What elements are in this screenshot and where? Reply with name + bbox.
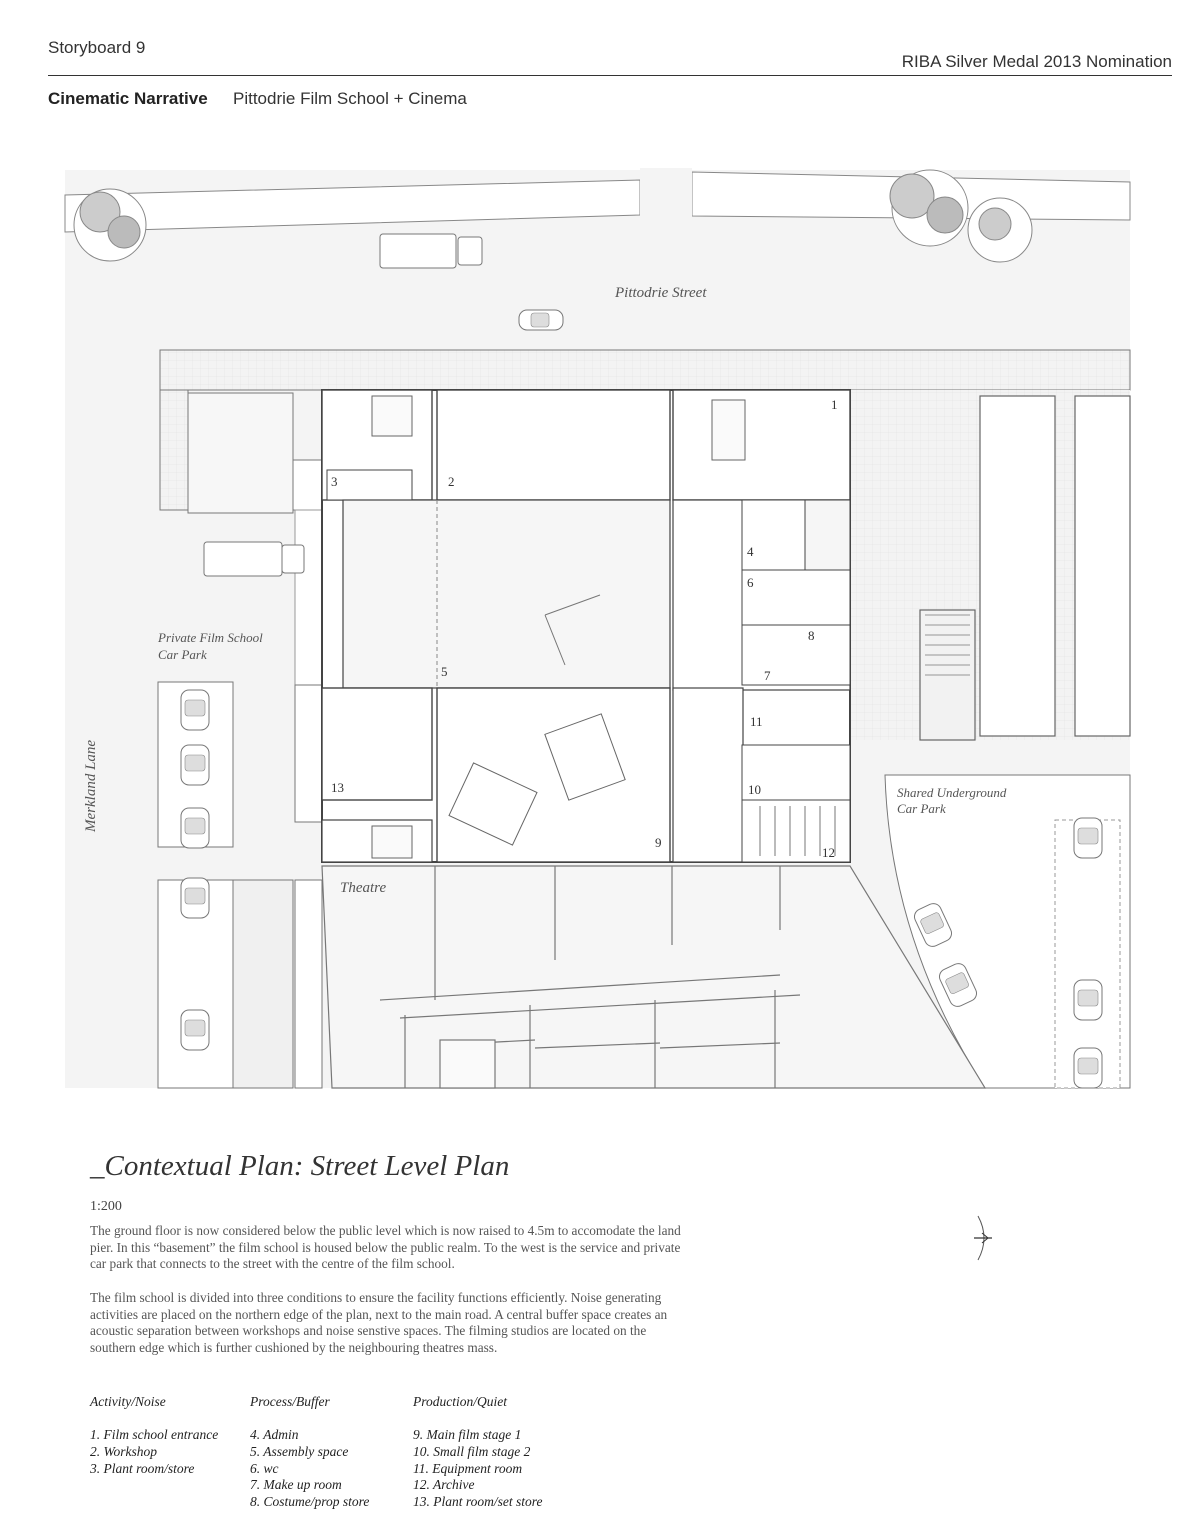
- shared-car-park-label: Car Park: [897, 801, 946, 816]
- room-number: 4: [747, 544, 754, 559]
- private-car-park-label: Car Park: [158, 647, 207, 662]
- film-school-building: [322, 390, 850, 862]
- legend-heading: Production/Quiet: [413, 1394, 507, 1409]
- legend-item: 8. Costume/prop store: [250, 1494, 370, 1510]
- legend-item: 9. Main film stage 1: [413, 1427, 522, 1442]
- room-number: 5: [441, 664, 448, 679]
- north-arrow-icon: [968, 1214, 998, 1262]
- legend-heading: Process/Buffer: [250, 1394, 330, 1409]
- legend-heading: Activity/Noise: [90, 1394, 166, 1409]
- legend-item: 12. Archive: [413, 1477, 475, 1493]
- car-icon: [1074, 1048, 1102, 1088]
- storyboard-label: Storyboard 9: [48, 38, 146, 57]
- legend-process: [250, 1394, 369, 1511]
- car-icon: [1074, 980, 1102, 1020]
- plan-title: _Contextual Plan: Street Level Plan: [90, 1150, 510, 1182]
- legend-production: [413, 1394, 543, 1511]
- room-number: 6: [747, 575, 754, 590]
- nomination-label: RIBA Silver Medal 2013 Nomination: [901, 52, 1172, 71]
- legend-item: 11. Equipment room: [413, 1460, 523, 1476]
- car-icon: [181, 690, 209, 730]
- shared-car-park-label: Shared Underground: [897, 785, 1007, 800]
- tree-icon: [968, 198, 1032, 262]
- room-number: 11: [750, 714, 763, 729]
- room-number: 12: [822, 845, 835, 860]
- car-icon: [181, 1010, 209, 1050]
- truck-icon: [380, 234, 482, 268]
- legend-item: 6. wc: [250, 1460, 279, 1476]
- room-number: 1: [831, 397, 838, 412]
- private-car-park-label: Private Film School: [158, 630, 263, 645]
- project-title: Pittodrie Film School + Cinema: [233, 89, 467, 108]
- room-number: 3: [331, 474, 338, 489]
- legend-item: 5. Assembly space: [250, 1443, 349, 1459]
- car-icon: [519, 310, 563, 330]
- room-number: 13: [331, 780, 344, 795]
- legend-item: 13. Plant room/set store: [413, 1494, 543, 1510]
- legend-item: 1. Film school entrance: [90, 1427, 219, 1442]
- lane-label: Merkland Lane: [83, 739, 99, 832]
- car-icon: [181, 745, 209, 785]
- plan-scale: 1:200: [90, 1199, 122, 1214]
- legend-item: 3. Plant room/store: [90, 1460, 195, 1476]
- car-icon: [181, 878, 209, 918]
- room-number: 7: [764, 668, 771, 683]
- legend-item: 10. Small film stage 2: [413, 1443, 531, 1459]
- room-number: 2: [448, 474, 455, 489]
- room-number: 8: [808, 628, 815, 643]
- theatre-label: Theatre: [340, 880, 387, 896]
- description-paragraph: The ground floor is now considered below the public level which is now raised to 4.5m to accomodate the land pier. In this “basement” the film school is housed below the public realm. To the west is the service and private car park that connects to the street with the centre of the film school.: [90, 1223, 681, 1272]
- room-number: 9: [655, 835, 662, 850]
- car-icon: [181, 808, 209, 848]
- legend-activity: [90, 1394, 218, 1477]
- street-label: Pittodrie Street: [615, 285, 707, 301]
- car-icon: [1074, 818, 1102, 858]
- room-number: 10: [748, 782, 761, 797]
- legend-item: 7. Make up room: [250, 1477, 342, 1493]
- legend-item: 2. Workshop: [90, 1443, 158, 1459]
- description-paragraph: The film school is divided into three conditions to ensure the facility functions efficiently. Noise generating activities are placed on the northern edge of the plan, next to the main road. A central buffer space creates an acoustic separation between workshops and noise senstive spaces. The filming studios are located on the southern edge which is further cushioned by the neighbouring theatres mass.: [90, 1290, 668, 1355]
- tree-icon: [74, 189, 146, 261]
- legend-item: 4. Admin: [250, 1427, 299, 1442]
- section-title: Cinematic Narrative: [48, 89, 208, 108]
